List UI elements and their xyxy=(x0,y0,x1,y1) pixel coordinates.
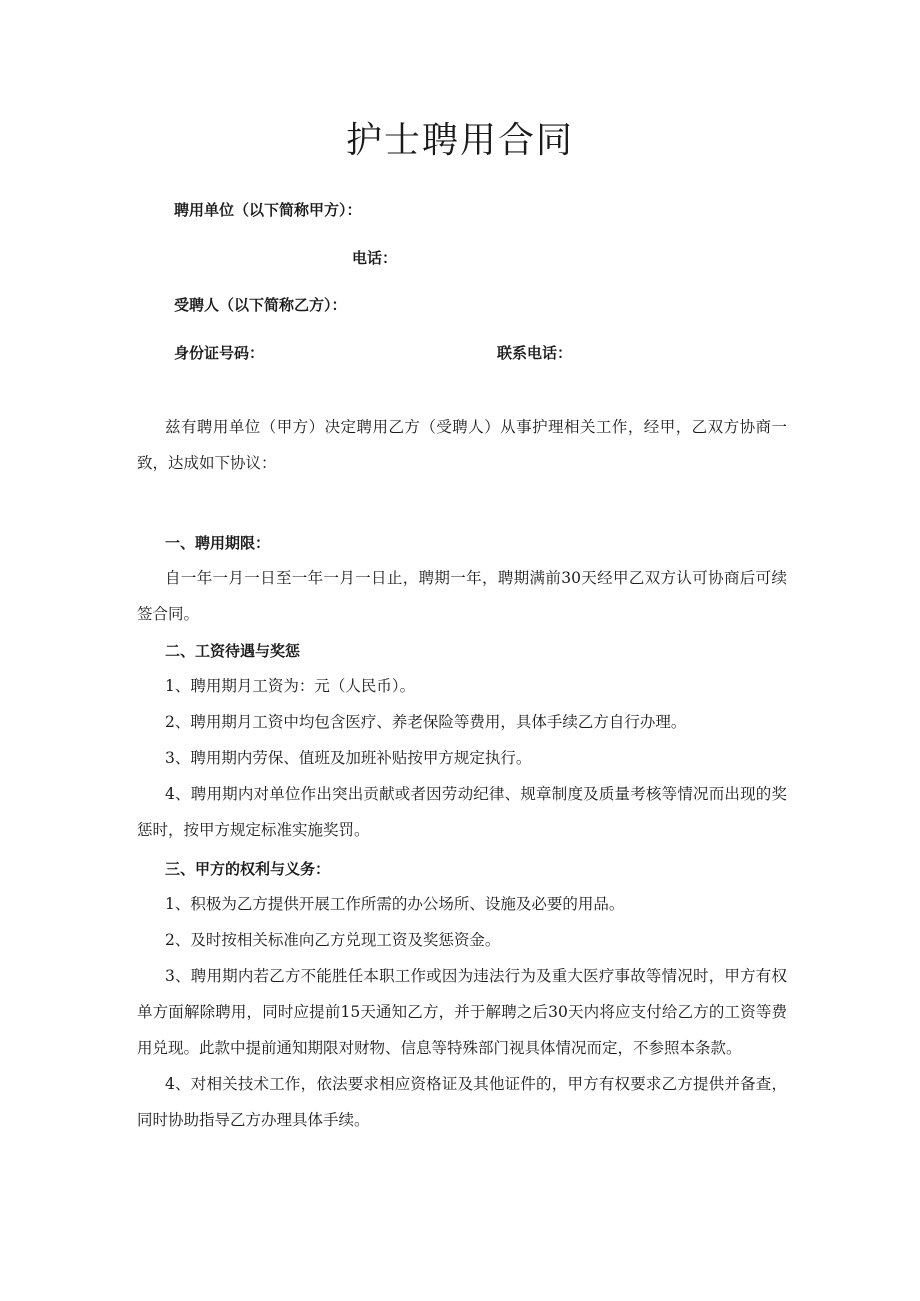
section-heading-term: 一、聘用期限： xyxy=(165,534,271,552)
rights-clause-3: 3、聘用期内若乙方不能胜任本职工作或因为违法行为及重大医疗事故等情况时，甲方有权单方面解除聘用，同时应提前15天通知乙方，并于解聘之后30天内将应支付给乙方的工资等费用兑现。此款中提前通知期限对财物、信息等特殊部门视具体情况而定，不参照本条款。 xyxy=(137,967,787,1057)
employer-label: 聘用单位（以下简称甲方）： xyxy=(174,201,362,219)
rights-clause-2: 2、及时按相关标准向乙方兑现工资及奖惩资金。 xyxy=(165,931,501,949)
salary-clause-2: 2、聘用期月工资中均包含医疗、养老保险等费用，具体手续乙方自行办理。 xyxy=(165,713,687,731)
rights-clause-1: 1、积极为乙方提供开展工作所需的办公场所、设施及必要的用品。 xyxy=(165,895,625,913)
section-heading-salary: 二、工资待遇与奖惩 xyxy=(165,642,301,660)
page-title: 护士聘用合同 xyxy=(345,120,574,161)
salary-clause-1: 1、聘用期月工资为：元（人民币）。 xyxy=(165,677,416,695)
phone-label: 电话： xyxy=(352,249,398,267)
salary-clause-3: 3、聘用期内劳保、值班及加班补贴按甲方规定执行。 xyxy=(165,749,532,767)
section-heading-rights: 三、甲方的权利与义务： xyxy=(165,860,331,878)
intro-paragraph: 兹有聘用单位（甲方）决定聘用乙方（受聘人）从事护理相关工作，经甲，乙双方协商一致，达成如下协议： xyxy=(137,418,787,472)
rights-clause-4: 4、对相关技术工作，依法要求相应资格证及其他证件的，甲方有权要求乙方提供并备查，同时协助指导乙方办理具体手续。 xyxy=(137,1075,787,1129)
term-clause: 自一年一月一日至一年一月一日止，聘期一年，聘期满前30天经甲乙双方认可协商后可续签合同。 xyxy=(137,569,787,623)
contact-phone-label: 联系电话： xyxy=(497,344,573,362)
id-number-label: 身份证号码： xyxy=(174,344,265,362)
salary-clause-4: 4、聘用期内对单位作出突出贡献或者因劳动纪律、规章制度及质量考核等情况而出现的奖惩时，按甲方规定标准实施奖罚。 xyxy=(137,785,787,839)
employee-label: 受聘人（以下简称乙方）： xyxy=(174,296,347,314)
